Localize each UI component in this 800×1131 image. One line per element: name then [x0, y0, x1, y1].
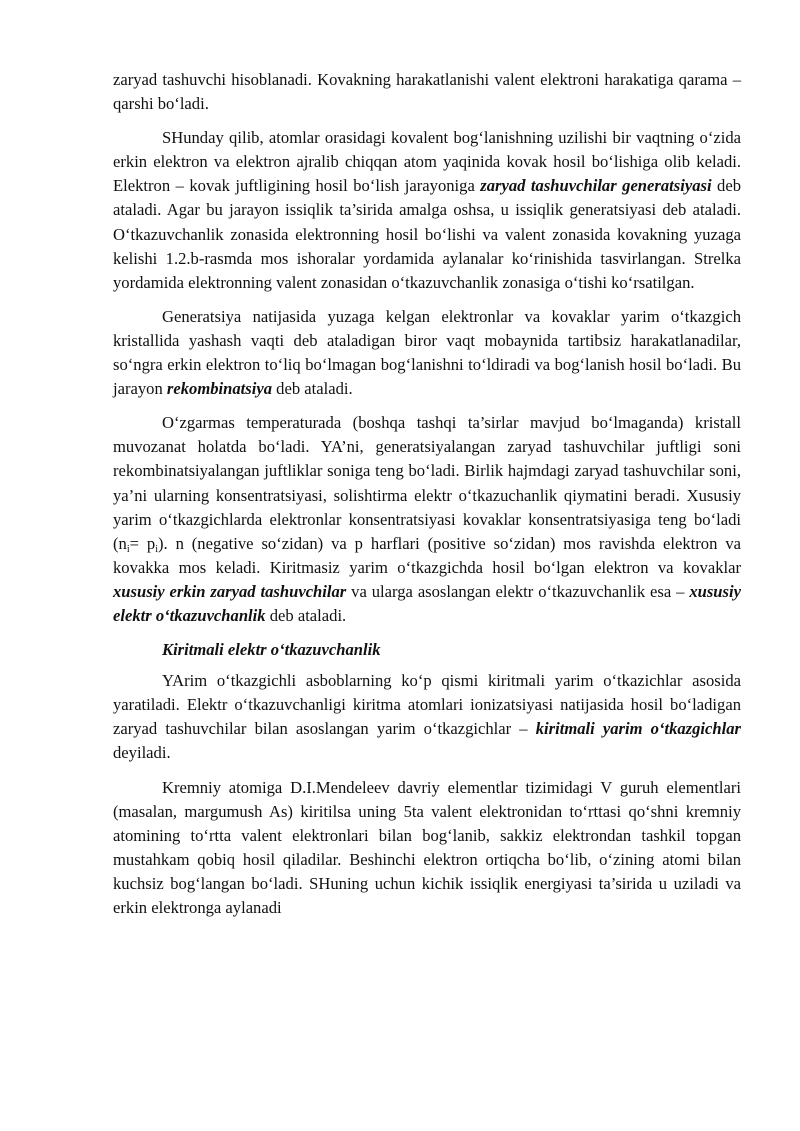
paragraph-2-text-a: SHunday qilib, atomlar orasidagi kovalent bog‘lanishning uzilishi bir vaqtning o‘zida erkin elektron va elektron ajralib chiqqan atom yaqinida kovak hosil bo‘lishiga olib keladi. Elektron – kovak juftligining hosil bo‘lish jarayoniga [113, 128, 741, 196]
subscript-p: i [155, 543, 158, 555]
paragraph-3 [113, 305, 741, 401]
paragraph-6-text: Kremniy atomiga D.I.Mendeleev davriy elementlar tizimidagi V guruh elementlari (masalan, margumush As) kiritilsa uning 5ta valent elektronidan to‘rttasi qo‘shni kremniy atomining to‘rtta valent elektronlari bilan bog‘lanib, sakkiz elektrondan tashkil topgan mustahkam qobiq hosil qiladilar. Beshinchi elektron ortiqcha bo‘lib, o‘zining atomi bilan kuchsiz bog‘langan bo‘ladi. SHuning uchun kichik issiqlik energiyasi ta’sirida u uziladi va erkin elektronga aylanadi [113, 777, 741, 917]
section-heading [113, 638, 741, 662]
paragraph-4-text-b: ). n (negative so‘zidan) va p harflari (positive so‘zidan) mos ravishda elektron va kovakka mos keladi. Kiritmasiz yarim o‘tkazgichda hosil bo‘lgan elektron va kovaklar [113, 533, 741, 577]
paragraph-4-text-a: O‘zgarmas temperaturada (boshqa tashqi ta’sirlar mavjud bo‘lmaganda) kristall muvozanat holatda bo‘ladi. YA’ni, generatsiyalangan zaryad tashuvchilar juftligi soni rekombinatsiyalangan juftliklar soniga teng bo‘ladi. Birlik hajmdagi zaryad tashuvchilar soni, ya’ni ularning konsentratsiyasi, solishtirma elektr o‘tkazuchanlik qiymatini beradi. Xususiy yarim o‘tkazgichlarda elektronlar konsentratsiyasi kovaklar konsentratsiyasiga teng bo‘ladi (n [113, 413, 741, 553]
paragraph-4 [113, 411, 741, 628]
term-recombination: rekombinatsiya [166, 379, 273, 399]
paragraph-2 [113, 126, 741, 295]
paragraph-3-text-a: Generatsiya natijasida yuzaga kelgan elektronlar va kovaklar yarim o‘tkazgich kristallida yashash vaqti deb ataladigan biror vaqt mobaynida tartibsiz harakatlanadilar, so‘ngra erkin elektron to‘liq bo‘lmagan bog‘lanishni to‘ldiradi va bog‘lanish hosil bo‘ladi. Bu jarayon [113, 306, 741, 399]
section-heading-text: Kiritmali elektr o‘tkazuvchanlik [162, 640, 381, 660]
term-intrinsic-carriers: xususiy erkin zaryad tashuvchilar [113, 581, 347, 601]
term-generation: zaryad tashuvchilar generatsiyasi [480, 176, 712, 196]
paragraph-5-text-b: deyiladi. [113, 743, 171, 763]
paragraph-4-text-c: va ularga asoslangan elektr o‘tkazuvchanlik esa – [346, 581, 690, 601]
equation-text: = p [129, 533, 156, 553]
paragraph-1 [113, 68, 741, 116]
paragraph-4-text-d: deb ataladi. [265, 605, 347, 625]
subscript-n: i [126, 543, 130, 555]
paragraph-6 [113, 776, 741, 921]
paragraph-1-text: zaryad tashuvchi hisoblanadi. Kovakning harakatlanishi valent elektroni harakatiga qarama – qarshi bo‘ladi. [113, 70, 741, 114]
paragraph-5-text-a: YArim o‘tkazgichli asboblarning ko‘p qismi kiritmali yarim o‘tkazichlar asosida yaratiladi. Elektr o‘tkazuvchanligi kiritma atomlari ionizatsiyasi natijasida hosil bo‘ladigan zaryad tashuvchilar bilan asoslangan yarim o‘tkazgichlar – [113, 671, 741, 739]
term-intrinsic-conductivity: xususiy elektr o‘tkazuvchanlik [113, 581, 741, 625]
paragraph-2-text-b: deb ataladi. Agar bu jarayon issiqlik ta’sirida amalga oshsa, u issiqlik generatsiyasi deb ataladi. O‘tkazuvchanlik zonasida elektronning hosil bo‘lishi va valent zonasida kovakning yuzaga kelishi 1.2.b-rasmda mos ishoralar yordamida aylanalar ko‘rinishida tasvirlangan. Strelka yordamida elektronning valent zonasidan o‘tkazuvchanlik zonasiga o‘tishi ko‘rsatilgan. [113, 176, 741, 292]
document-page [113, 68, 741, 930]
paragraph-3-text-b: deb ataladi. [272, 379, 353, 399]
paragraph-5 [113, 669, 741, 765]
term-impurity-semiconductors: kiritmali yarim o‘tkazgichlar [535, 719, 742, 739]
